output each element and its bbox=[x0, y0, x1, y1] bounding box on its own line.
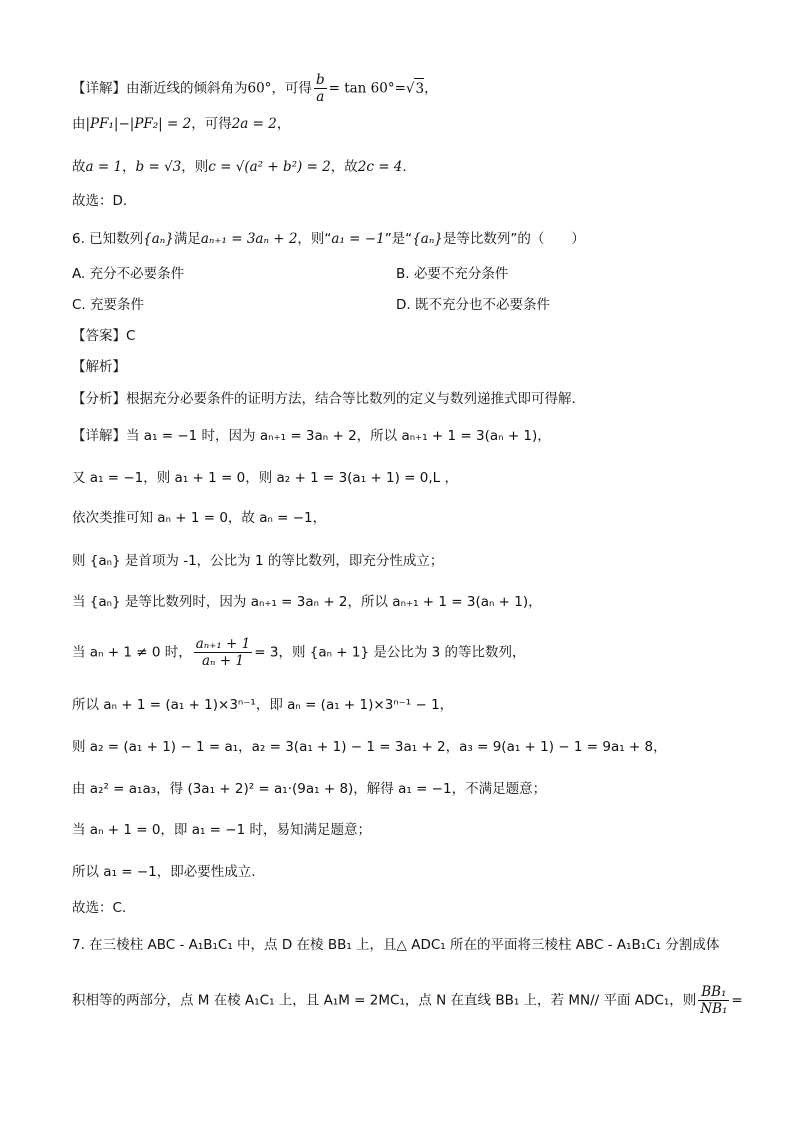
fraction-b-over-a: $\frac{b}{a}$ bbox=[315, 72, 325, 105]
q6-step-10: 当 aₙ + 1 = 0，即 a₁ = −1 时，易知满足题意； bbox=[72, 822, 371, 838]
punct: ， bbox=[122, 159, 136, 175]
eq-c: c = √(a² + b²) = 2 bbox=[208, 159, 331, 175]
detail-line-2 bbox=[72, 114, 290, 134]
eq-b: b = √3 bbox=[135, 159, 182, 175]
stem-text: ”是“ bbox=[384, 231, 413, 247]
q7-line-2 bbox=[72, 984, 743, 1017]
eq-a: a = 1 bbox=[85, 159, 123, 175]
q6-analysis-heading: 【解析】 bbox=[72, 359, 126, 375]
q6-option-a: A. 充分不必要条件 bbox=[72, 266, 185, 282]
root-3: 3 bbox=[414, 78, 425, 99]
stem-text: 满足 bbox=[173, 231, 201, 247]
q6-step-6 bbox=[72, 636, 526, 669]
q6-step-4: 则 {aₙ} 是首项为 -1，公比为 1 的等比数列，即充分性成立； bbox=[72, 553, 444, 569]
q6-step-9: 由 a₂² = a₁a₃，得 (3a₁ + 2)² = a₁·(9a₁ + 8)，解得 a₁ = −1，不满足题意； bbox=[72, 781, 547, 797]
step-text: = 3，则 {aₙ + 1} 是公比为 3 的等比数列， bbox=[254, 644, 526, 661]
q6-stem bbox=[72, 229, 585, 249]
ratio-fraction: $\frac{\text{aₙ₊₁ + 1}}{\text{aₙ + 1}}$ bbox=[195, 636, 251, 669]
q7-line-1: 7. 在三棱柱 ABC - A₁B₁C₁ 中，点 D 在棱 BB₁ 上，且△ ADC₁ 所在的平面将三棱柱 ABC - A₁B₁C₁ 分割成体 bbox=[72, 937, 720, 953]
detail-text: 故 bbox=[72, 159, 86, 175]
detail-line-1: 【详解】由渐近线的倾斜角为60°，可得 $\frac{b}{a}$ = tan 60°=√3， bbox=[72, 72, 438, 105]
detail-line-3 bbox=[72, 157, 407, 177]
punct: ， bbox=[424, 80, 438, 97]
detail-text: ，故 bbox=[330, 159, 358, 175]
detail-text: ，则 bbox=[181, 159, 209, 175]
step-text: 当 aₙ + 1 ≠ 0 时， bbox=[72, 644, 192, 661]
sequence-symbol: {aₙ} bbox=[412, 231, 443, 247]
stem-text: ，则“ bbox=[297, 231, 332, 247]
punct: ， bbox=[276, 116, 291, 132]
q6-step-2: 又 a₁ = −1，则 a₁ + 1 = 0，则 a₂ + 1 = 3(a₁ + 1) = 0,L ， bbox=[72, 470, 458, 486]
stem-text: 6. 已知数列 bbox=[72, 231, 144, 247]
recurrence: aₙ₊₁ = 3aₙ + 2 bbox=[200, 231, 298, 247]
q6-step-8: 则 a₂ = (a₁ + 1) − 1 = a₁，a₂ = 3(a₁ + 1) − 1 = 3a₁ + 2，a₃ = 9(a₁ + 1) − 1 = 9a₁ + 8， bbox=[72, 739, 667, 755]
tan-expression: = tan 60°= bbox=[328, 80, 406, 97]
punct: . bbox=[402, 159, 407, 175]
q6-fenxi: 【分析】根据充分必要条件的证明方法，结合等比数列的定义与数列递推式即可得解. bbox=[72, 391, 576, 407]
sequence-symbol: {aₙ} bbox=[143, 231, 174, 247]
condition: a₁ = −1 bbox=[331, 231, 385, 247]
q6-step-1: 【详解】当 a₁ = −1 时，因为 aₙ₊₁ = 3aₙ + 2，所以 aₙ₊₁ + 1 = 3(aₙ + 1)， bbox=[72, 428, 551, 444]
q6-answer: 【答案】C bbox=[72, 328, 136, 344]
q6-choice: 故选：C. bbox=[72, 900, 127, 916]
q6-step-5: 当 {aₙ} 是等比数列时，因为 aₙ₊₁ = 3aₙ + 2，所以 aₙ₊₁ + 1 = 3(aₙ + 1)， bbox=[72, 594, 542, 610]
q7-text: 积相等的两部分，点 M 在棱 A₁C₁ 上，且 A₁M = 2MC₁，点 N 在直线 BB₁ 上，若 MN// 平面 ADC₁，则 bbox=[72, 992, 697, 1009]
focal-distance-eq: |PF₁|−|PF₂| = 2 bbox=[85, 116, 192, 132]
detail-text: 【详解】由渐近线的倾斜角为 bbox=[72, 80, 248, 97]
eq-2a: 2a = 2 bbox=[231, 116, 277, 132]
equals-sign: = bbox=[731, 992, 743, 1009]
q6-step-3: 依次类推可知 aₙ + 1 = 0，故 aₙ = −1， bbox=[72, 510, 327, 526]
detail-text: 由 bbox=[72, 116, 86, 132]
q6-option-c: C. 充要条件 bbox=[72, 297, 145, 313]
detail-text: ，可得 bbox=[191, 116, 232, 132]
detail-text: ，可得 bbox=[271, 80, 312, 97]
q6-option-b: B. 必要不充分条件 bbox=[396, 266, 509, 282]
angle-value: 60° bbox=[247, 80, 272, 97]
q7-fraction: $\frac{\text{BB₁}}{\text{NB₁}}$ bbox=[700, 984, 728, 1017]
q6-step-11: 所以 a₁ = −1，即必要性成立. bbox=[72, 864, 256, 880]
eq-2c: 2c = 4 bbox=[357, 159, 403, 175]
detail-answer-choice: 故选：D. bbox=[72, 193, 128, 209]
stem-text: 是等比数列”的（ ） bbox=[442, 231, 585, 247]
q6-option-d: D. 既不充分也不必要条件 bbox=[396, 297, 550, 313]
q6-step-7: 所以 aₙ + 1 = (a₁ + 1)×3ⁿ⁻¹，即 aₙ = (a₁ + 1)×3ⁿ⁻¹ − 1， bbox=[72, 697, 454, 713]
